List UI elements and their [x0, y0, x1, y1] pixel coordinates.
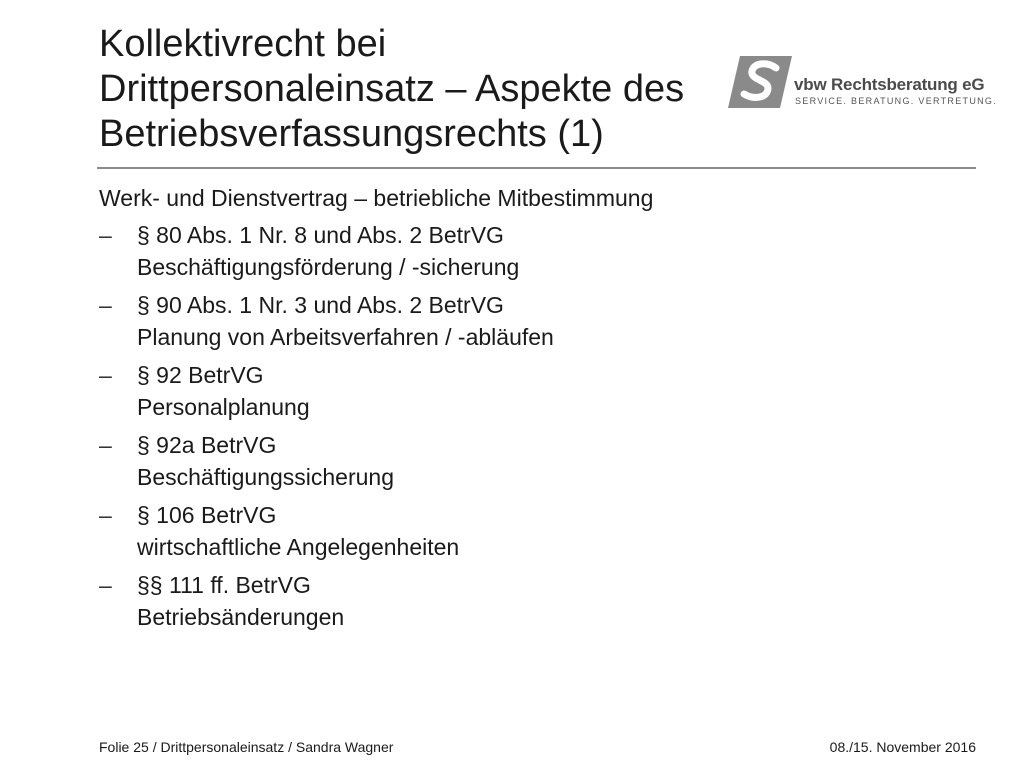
item-reference: § 92a BetrVG — [137, 432, 277, 458]
footer-date: 08./15. November 2016 — [829, 739, 976, 755]
list-item — [99, 429, 959, 493]
slide-title-line-3: Betriebsverfassungsrechts (1) — [99, 113, 604, 155]
item-description: Planung von Arbeitsverfahren / -abläufen — [137, 324, 554, 350]
dash-bullet-icon: – — [99, 572, 112, 598]
logo-tagline: SERVICE. BERATUNG. VERTRETUNG. — [795, 96, 998, 106]
item-reference: § 90 Abs. 1 Nr. 3 und Abs. 2 BetrVG — [137, 292, 504, 318]
vbw-s-logo-icon — [728, 56, 792, 108]
item-reference: § 80 Abs. 1 Nr. 8 und Abs. 2 BetrVG — [137, 222, 504, 248]
dash-bullet-icon: – — [99, 502, 112, 528]
lead-text: Werk- und Dienstvertrag – betriebliche Mitbestimmung — [99, 185, 654, 211]
list-item — [99, 499, 959, 563]
item-reference: § 92 BetrVG — [137, 362, 264, 388]
slide-title — [99, 22, 739, 157]
company-logo — [728, 56, 998, 108]
list-item — [99, 219, 959, 283]
footer-slide-info: Folie 25 / Drittpersonaleinsatz / Sandra Wagner — [99, 739, 394, 755]
item-reference: § 106 BetrVG — [137, 502, 277, 528]
list-item — [99, 359, 959, 423]
slide-title-line-2: Drittpersonaleinsatz – Aspekte des — [99, 68, 685, 110]
dash-bullet-icon: – — [99, 292, 112, 318]
logo-name: vbw Rechtsberatung eG — [794, 75, 985, 94]
dash-bullet-icon: – — [99, 432, 112, 458]
item-description: Beschäftigungsförderung / -sicherung — [137, 254, 520, 280]
item-description: Betriebsänderungen — [137, 604, 345, 630]
item-description: Personalplanung — [137, 394, 310, 420]
title-divider — [97, 167, 976, 169]
dash-bullet-icon: – — [99, 222, 112, 248]
slide-title-line-1: Kollektivrecht bei — [99, 23, 387, 65]
item-description: Beschäftigungssicherung — [137, 464, 394, 490]
dash-bullet-icon: – — [99, 362, 112, 388]
item-description: wirtschaftliche Angelegenheiten — [137, 534, 460, 560]
list-item — [99, 289, 959, 353]
list-item — [99, 569, 959, 633]
item-reference: §§ 111 ff. BetrVG — [137, 572, 311, 598]
slide-content — [99, 183, 959, 633]
